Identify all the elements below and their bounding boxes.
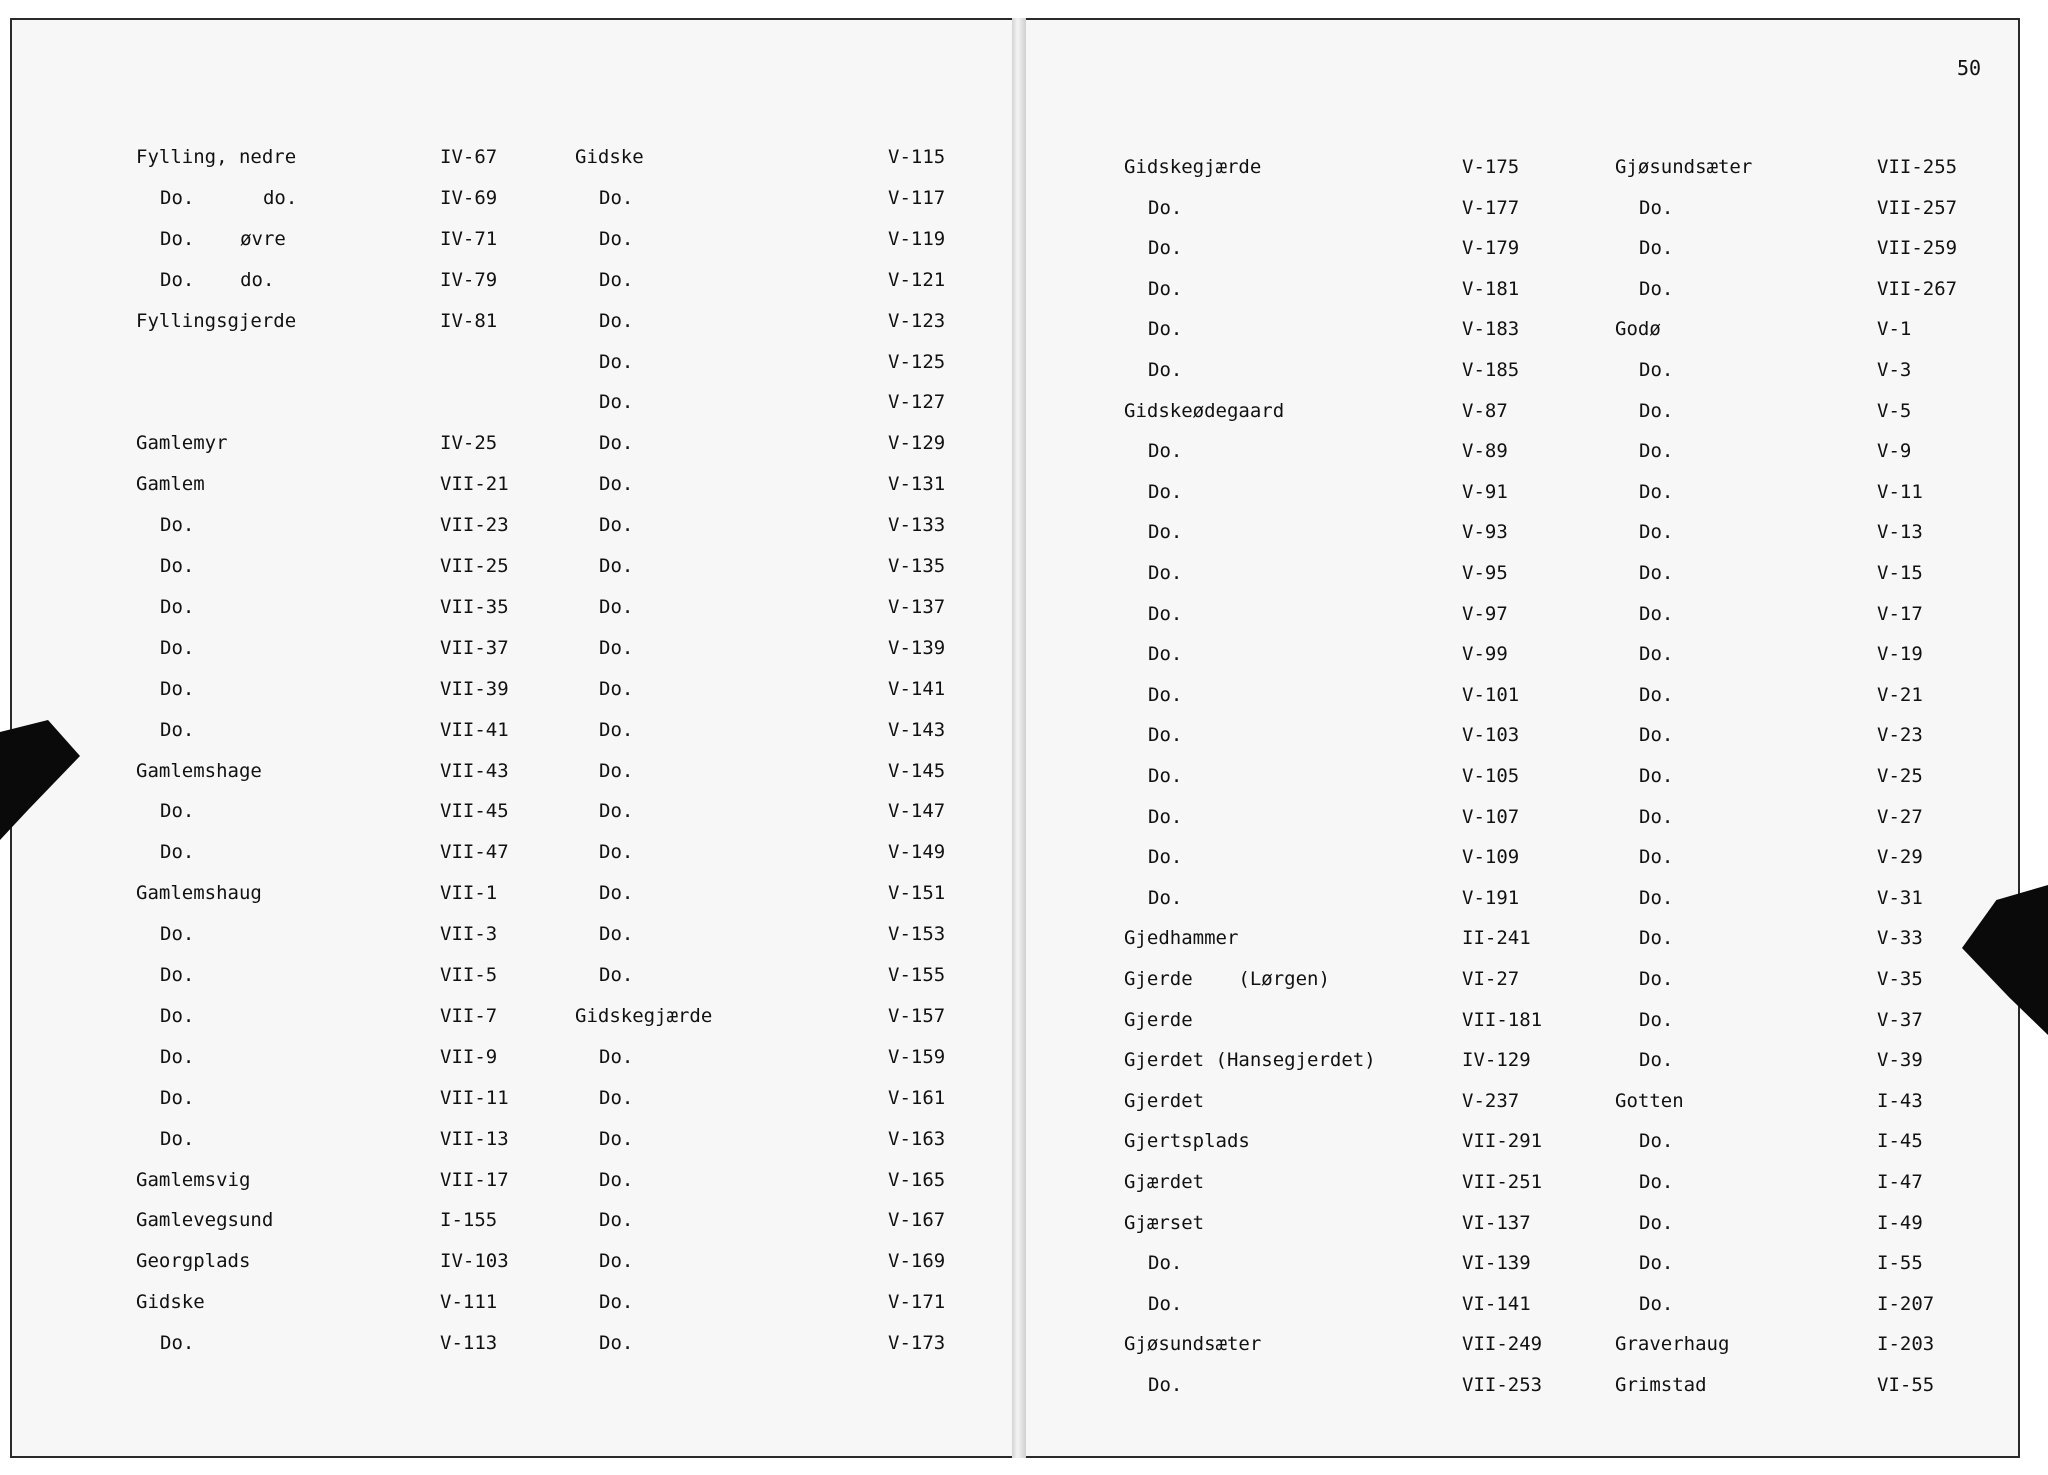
place-name: Do.: [599, 555, 634, 577]
place-name: Do.: [599, 1250, 634, 1272]
volume-reference: IV-103: [440, 1250, 509, 1272]
volume-reference: V-171: [888, 1291, 946, 1313]
place-name: Godø: [1615, 318, 1661, 340]
place-name: Do.: [599, 678, 634, 700]
volume-reference: V-31: [1877, 887, 1923, 909]
volume-reference: V-117: [888, 187, 946, 209]
volume-reference: IV-79: [440, 269, 498, 291]
place-name: Do.: [1639, 562, 1674, 584]
place-name: Do.: [599, 1332, 634, 1354]
place-name: Do.: [160, 514, 195, 536]
volume-reference: V-33: [1877, 927, 1923, 949]
volume-reference: V-29: [1877, 846, 1923, 868]
volume-reference: V-111: [440, 1291, 498, 1313]
volume-reference: V-95: [1462, 562, 1508, 584]
volume-reference: I-45: [1877, 1130, 1923, 1152]
volume-reference: IV-69: [440, 187, 498, 209]
place-name: Do.: [1639, 1130, 1674, 1152]
place-name: Fyllingsgjerde: [136, 310, 297, 332]
place-name: Do.: [599, 800, 634, 822]
volume-reference: VII-13: [440, 1128, 509, 1150]
place-name: Gamlemshage: [136, 760, 262, 782]
volume-reference: V-17: [1877, 603, 1923, 625]
place-name: Gamlemsvig: [136, 1169, 251, 1191]
place-name: Gjertsplads: [1124, 1130, 1250, 1152]
place-name: Do.: [599, 187, 634, 209]
place-name: Do.: [1639, 724, 1674, 746]
place-name: Do.: [1148, 359, 1183, 381]
volume-reference: V-27: [1877, 806, 1923, 828]
place-name: Do.: [1639, 1293, 1674, 1315]
volume-reference: V-87: [1462, 400, 1508, 422]
volume-reference: V-129: [888, 432, 946, 454]
volume-reference: VI-55: [1877, 1374, 1935, 1396]
place-name: Do.: [160, 1005, 195, 1027]
place-name: Do.: [1639, 643, 1674, 665]
book-gutter: [1012, 18, 1026, 1458]
volume-reference: V-15: [1877, 562, 1923, 584]
volume-reference: VII-39: [440, 678, 509, 700]
place-name: Do.: [1639, 968, 1674, 990]
volume-reference: V-105: [1462, 765, 1520, 787]
volume-reference: V-35: [1877, 968, 1923, 990]
place-name: Do.: [1639, 806, 1674, 828]
volume-reference: V-23: [1877, 724, 1923, 746]
place-name: Do.: [599, 228, 634, 250]
volume-reference: I-207: [1877, 1293, 1935, 1315]
place-name: Gidske: [136, 1291, 205, 1313]
volume-reference: VI-27: [1462, 968, 1520, 990]
volume-reference: V-93: [1462, 521, 1508, 543]
place-name: Do.: [160, 678, 195, 700]
place-name: Do.: [1148, 562, 1183, 584]
volume-reference: VII-23: [440, 514, 509, 536]
volume-reference: VII-181: [1462, 1009, 1543, 1031]
volume-reference: IV-25: [440, 432, 498, 454]
volume-reference: V-107: [1462, 806, 1520, 828]
volume-reference: VII-249: [1462, 1333, 1543, 1355]
volume-reference: V-167: [888, 1209, 946, 1231]
place-name: Do.: [1148, 724, 1183, 746]
place-name: Do.: [599, 841, 634, 863]
place-name: Do.: [160, 1046, 195, 1068]
volume-reference: I-47: [1877, 1171, 1923, 1193]
place-name: Gjerdet: [1124, 1090, 1205, 1112]
volume-reference: V-157: [888, 1005, 946, 1027]
volume-reference: V-103: [1462, 724, 1520, 746]
volume-reference: V-141: [888, 678, 946, 700]
place-name: Do.: [1148, 603, 1183, 625]
volume-reference: V-181: [1462, 278, 1520, 300]
place-name: Gjærset: [1124, 1212, 1205, 1234]
volume-reference: V-101: [1462, 684, 1520, 706]
place-name: Gamlevegsund: [136, 1209, 274, 1231]
place-name: Do.: [160, 1332, 195, 1354]
volume-reference: VII-11: [440, 1087, 509, 1109]
place-name: Grimstad: [1615, 1374, 1707, 1396]
place-name: Fylling, nedre: [136, 146, 297, 168]
volume-reference: VI-137: [1462, 1212, 1531, 1234]
place-name: Gamlemyr: [136, 432, 228, 454]
place-name: Do.: [1639, 1171, 1674, 1193]
volume-reference: V-155: [888, 964, 946, 986]
volume-reference: V-39: [1877, 1049, 1923, 1071]
volume-reference: V-131: [888, 473, 946, 495]
place-name: Do.: [1639, 1252, 1674, 1274]
place-name: Do.: [1148, 440, 1183, 462]
volume-reference: VII-7: [440, 1005, 498, 1027]
volume-reference: VI-141: [1462, 1293, 1531, 1315]
volume-reference: VII-17: [440, 1169, 509, 1191]
page-number: 50: [1957, 56, 1982, 80]
place-name: Do.: [599, 1046, 634, 1068]
place-name: Do.: [599, 964, 634, 986]
place-name: Do.: [1148, 278, 1183, 300]
place-name: Do.: [599, 514, 634, 536]
place-name: Do.: [599, 1128, 634, 1150]
volume-reference: VII-21: [440, 473, 509, 495]
place-name: Do.: [1148, 684, 1183, 706]
place-name: Do.: [1639, 684, 1674, 706]
place-name: Do.: [160, 1087, 195, 1109]
volume-reference: VII-1: [440, 882, 498, 904]
volume-reference: VII-5: [440, 964, 498, 986]
volume-reference: V-165: [888, 1169, 946, 1191]
place-name: Do. øvre: [160, 228, 286, 250]
place-name: Do.: [160, 800, 195, 822]
volume-reference: V-177: [1462, 197, 1520, 219]
volume-reference: V-145: [888, 760, 946, 782]
place-name: Do.: [160, 923, 195, 945]
place-name: Do. do.: [160, 269, 275, 291]
volume-reference: VII-257: [1877, 197, 1958, 219]
place-name: Gamlem: [136, 473, 205, 495]
volume-reference: V-123: [888, 310, 946, 332]
place-name: Do.: [160, 964, 195, 986]
volume-reference: VII-25: [440, 555, 509, 577]
volume-reference: V-119: [888, 228, 946, 250]
volume-reference: V-179: [1462, 237, 1520, 259]
volume-reference: I-43: [1877, 1090, 1923, 1112]
volume-reference: V-13: [1877, 521, 1923, 543]
place-name: Do.: [599, 351, 634, 373]
place-name: Do.: [1639, 359, 1674, 381]
volume-reference: I-49: [1877, 1212, 1923, 1234]
place-name: Do.: [599, 596, 634, 618]
place-name: Gidskeødegaard: [1124, 400, 1285, 422]
place-name: Do.: [599, 310, 634, 332]
volume-reference: VII-259: [1877, 237, 1958, 259]
volume-reference: VII-37: [440, 637, 509, 659]
place-name: Do.: [1639, 278, 1674, 300]
place-name: Do.: [1148, 1252, 1183, 1274]
place-name: Do.: [1148, 765, 1183, 787]
volume-reference: V-115: [888, 146, 946, 168]
place-name: Do.: [599, 1209, 634, 1231]
place-name: Do.: [599, 1291, 634, 1313]
volume-reference: V-3: [1877, 359, 1912, 381]
volume-reference: VII-41: [440, 719, 509, 741]
volume-reference: V-91: [1462, 481, 1508, 503]
volume-reference: V-89: [1462, 440, 1508, 462]
volume-reference: V-21: [1877, 684, 1923, 706]
volume-reference: V-147: [888, 800, 946, 822]
place-name: Do. do.: [160, 187, 298, 209]
volume-reference: VII-255: [1877, 156, 1958, 178]
place-name: Gjærdet: [1124, 1171, 1205, 1193]
volume-reference: V-139: [888, 637, 946, 659]
place-name: Gjerde (Lørgen): [1124, 968, 1330, 990]
place-name: Do.: [1639, 400, 1674, 422]
place-name: Do.: [1148, 806, 1183, 828]
place-name: Do.: [599, 473, 634, 495]
volume-reference: V-151: [888, 882, 946, 904]
volume-reference: IV-129: [1462, 1049, 1531, 1071]
volume-reference: VII-251: [1462, 1171, 1543, 1193]
volume-reference: II-241: [1462, 927, 1531, 949]
volume-reference: V-159: [888, 1046, 946, 1068]
place-name: Do.: [160, 555, 195, 577]
place-name: Do.: [1148, 237, 1183, 259]
place-name: Gjøsundsæter: [1124, 1333, 1262, 1355]
place-name: Do.: [160, 637, 195, 659]
place-name: Do.: [1148, 1293, 1183, 1315]
place-name: Do.: [599, 923, 634, 945]
volume-reference: V-135: [888, 555, 946, 577]
volume-reference: VII-45: [440, 800, 509, 822]
volume-reference: I-203: [1877, 1333, 1935, 1355]
place-name: Do.: [160, 719, 195, 741]
volume-reference: V-163: [888, 1128, 946, 1150]
volume-reference: V-143: [888, 719, 946, 741]
volume-reference: V-161: [888, 1087, 946, 1109]
volume-reference: VI-139: [1462, 1252, 1531, 1274]
place-name: Do.: [1639, 846, 1674, 868]
volume-reference: V-237: [1462, 1090, 1520, 1112]
place-name: Do.: [1639, 927, 1674, 949]
place-name: Do.: [599, 1169, 634, 1191]
volume-reference: V-11: [1877, 481, 1923, 503]
place-name: Do.: [1639, 765, 1674, 787]
volume-reference: V-137: [888, 596, 946, 618]
volume-reference: VII-253: [1462, 1374, 1543, 1396]
volume-reference: IV-81: [440, 310, 498, 332]
volume-reference: V-113: [440, 1332, 498, 1354]
place-name: Do.: [599, 1087, 634, 1109]
place-name: Do.: [1148, 643, 1183, 665]
volume-reference: V-191: [1462, 887, 1520, 909]
place-name: Gidskegjærde: [575, 1005, 713, 1027]
place-name: Gidskegjærde: [1124, 156, 1262, 178]
volume-reference: I-155: [440, 1209, 498, 1231]
volume-reference: VII-35: [440, 596, 509, 618]
place-name: Do.: [1148, 521, 1183, 543]
volume-reference: V-173: [888, 1332, 946, 1354]
place-name: Gjerdet (Hansegjerdet): [1124, 1049, 1376, 1071]
place-name: Do.: [599, 391, 634, 413]
place-name: Do.: [1639, 1212, 1674, 1234]
volume-reference: V-109: [1462, 846, 1520, 868]
place-name: Do.: [1639, 887, 1674, 909]
place-name: Do.: [1639, 197, 1674, 219]
place-name: Gidske: [575, 146, 644, 168]
volume-reference: IV-67: [440, 146, 498, 168]
volume-reference: V-5: [1877, 400, 1912, 422]
volume-reference: V-125: [888, 351, 946, 373]
place-name: Do.: [1639, 521, 1674, 543]
volume-reference: VII-47: [440, 841, 509, 863]
volume-reference: V-183: [1462, 318, 1520, 340]
volume-reference: V-175: [1462, 156, 1520, 178]
place-name: Gjøsundsæter: [1615, 156, 1753, 178]
volume-reference: V-133: [888, 514, 946, 536]
place-name: Do.: [160, 841, 195, 863]
volume-reference: VII-9: [440, 1046, 498, 1068]
place-name: Gjedhammer: [1124, 927, 1239, 949]
volume-reference: IV-71: [440, 228, 498, 250]
volume-reference: V-25: [1877, 765, 1923, 787]
volume-reference: VII-291: [1462, 1130, 1543, 1152]
volume-reference: V-149: [888, 841, 946, 863]
volume-reference: I-55: [1877, 1252, 1923, 1274]
volume-reference: V-97: [1462, 603, 1508, 625]
volume-reference: VII-267: [1877, 278, 1958, 300]
volume-reference: V-19: [1877, 643, 1923, 665]
place-name: Graverhaug: [1615, 1333, 1730, 1355]
volume-reference: V-9: [1877, 440, 1912, 462]
place-name: Do.: [1639, 440, 1674, 462]
place-name: Georgplads: [136, 1250, 251, 1272]
volume-reference: V-169: [888, 1250, 946, 1272]
place-name: Do.: [599, 432, 634, 454]
place-name: Do.: [1148, 846, 1183, 868]
place-name: Do.: [1148, 887, 1183, 909]
place-name: Do.: [160, 596, 195, 618]
place-name: Do.: [599, 719, 634, 741]
volume-reference: V-37: [1877, 1009, 1923, 1031]
place-name: Do.: [1639, 1049, 1674, 1071]
place-name: Do.: [1148, 318, 1183, 340]
place-name: Do.: [599, 637, 634, 659]
volume-reference: V-1: [1877, 318, 1912, 340]
place-name: Do.: [1148, 1374, 1183, 1396]
volume-reference: V-153: [888, 923, 946, 945]
place-name: Do.: [599, 269, 634, 291]
place-name: Do.: [1148, 481, 1183, 503]
place-name: Do.: [599, 760, 634, 782]
place-name: Gamlemshaug: [136, 882, 262, 904]
place-name: Do.: [1639, 481, 1674, 503]
volume-reference: VII-43: [440, 760, 509, 782]
place-name: Do.: [1148, 197, 1183, 219]
volume-reference: V-99: [1462, 643, 1508, 665]
place-name: Do.: [160, 1128, 195, 1150]
place-name: Gotten: [1615, 1090, 1684, 1112]
place-name: Do.: [1639, 237, 1674, 259]
volume-reference: VII-3: [440, 923, 498, 945]
place-name: Gjerde: [1124, 1009, 1193, 1031]
volume-reference: V-121: [888, 269, 946, 291]
place-name: Do.: [1639, 603, 1674, 625]
place-name: Do.: [599, 882, 634, 904]
place-name: Do.: [1639, 1009, 1674, 1031]
volume-reference: V-127: [888, 391, 946, 413]
volume-reference: V-185: [1462, 359, 1520, 381]
